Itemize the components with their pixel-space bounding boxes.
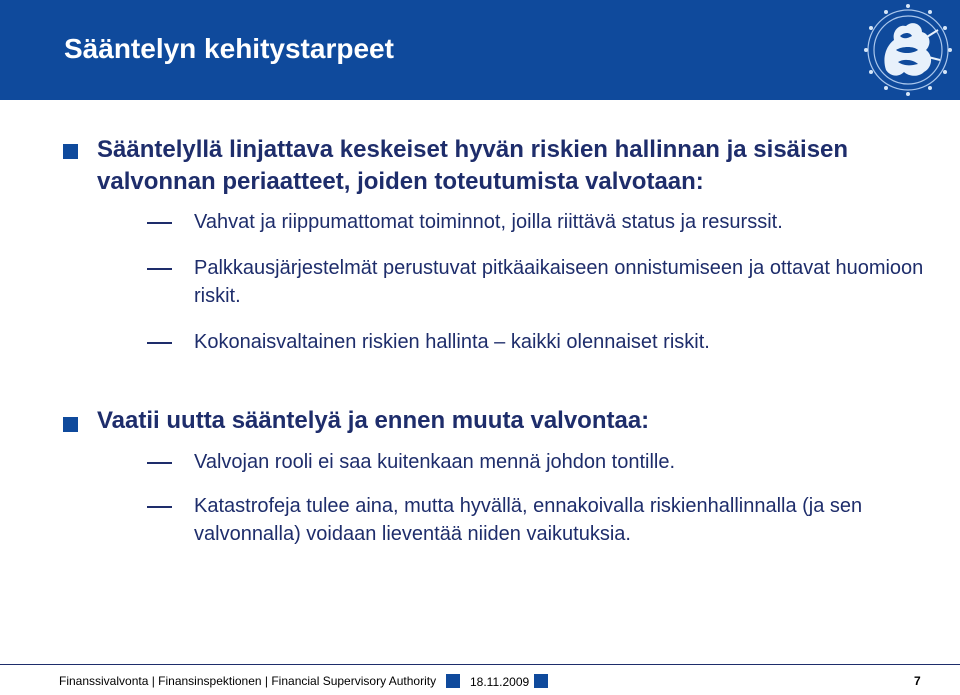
footer-square-icon	[534, 674, 548, 688]
square-bullet-icon	[63, 144, 78, 159]
page-number: 7	[914, 674, 921, 688]
sub-point: Palkkausjärjestelmät perustuvat pitkäaikaiseen onnistumiseen ja ottavat huomioon riskit.	[194, 257, 924, 307]
footer-square-icon	[446, 674, 460, 688]
main-point-1-line2: valvonnan periaatteet, joiden toteutumista valvotaan:	[97, 168, 704, 195]
footer-date: 18.11.2009	[470, 675, 530, 689]
main-point-1	[97, 134, 952, 198]
dash-bullet-icon	[147, 268, 172, 270]
square-bullet-icon	[63, 417, 78, 432]
sub-point: Vahvat ja riippumattomat toiminnot, joilla riittävä status ja resurssit.	[194, 211, 783, 233]
dash-bullet-icon	[147, 222, 172, 224]
sub-point: Valvojan rooli ei saa kuitenkaan mennä johdon tontille.	[194, 451, 676, 473]
footer-organization: Finanssivalvonta | Finansinspektionen | Financial Supervisory Authority	[59, 674, 437, 688]
slide-title: Sääntelyn kehitystarpeet	[64, 33, 394, 64]
dash-bullet-icon	[147, 506, 172, 508]
main-point-1-line1: Sääntelyllä linjattava keskeiset hyvän riskien hallinnan ja sisäisen	[97, 136, 849, 163]
sub-point: Katastrofeja tulee aina, mutta hyvällä, ennakoivalla riskienhallinnalla (ja sen valvonnalla) voidaan lieventää niiden vaikutuksia.	[194, 495, 863, 545]
footer-divider	[0, 664, 960, 665]
dash-bullet-icon	[147, 342, 172, 344]
dash-bullet-icon	[147, 462, 172, 464]
sub-point: Kokonaisvaltainen riskien hallinta – kaikki olennaiset riskit.	[194, 331, 710, 353]
main-point-2: Vaatii uutta sääntelyä ja ennen muuta valvontaa:	[97, 407, 650, 434]
